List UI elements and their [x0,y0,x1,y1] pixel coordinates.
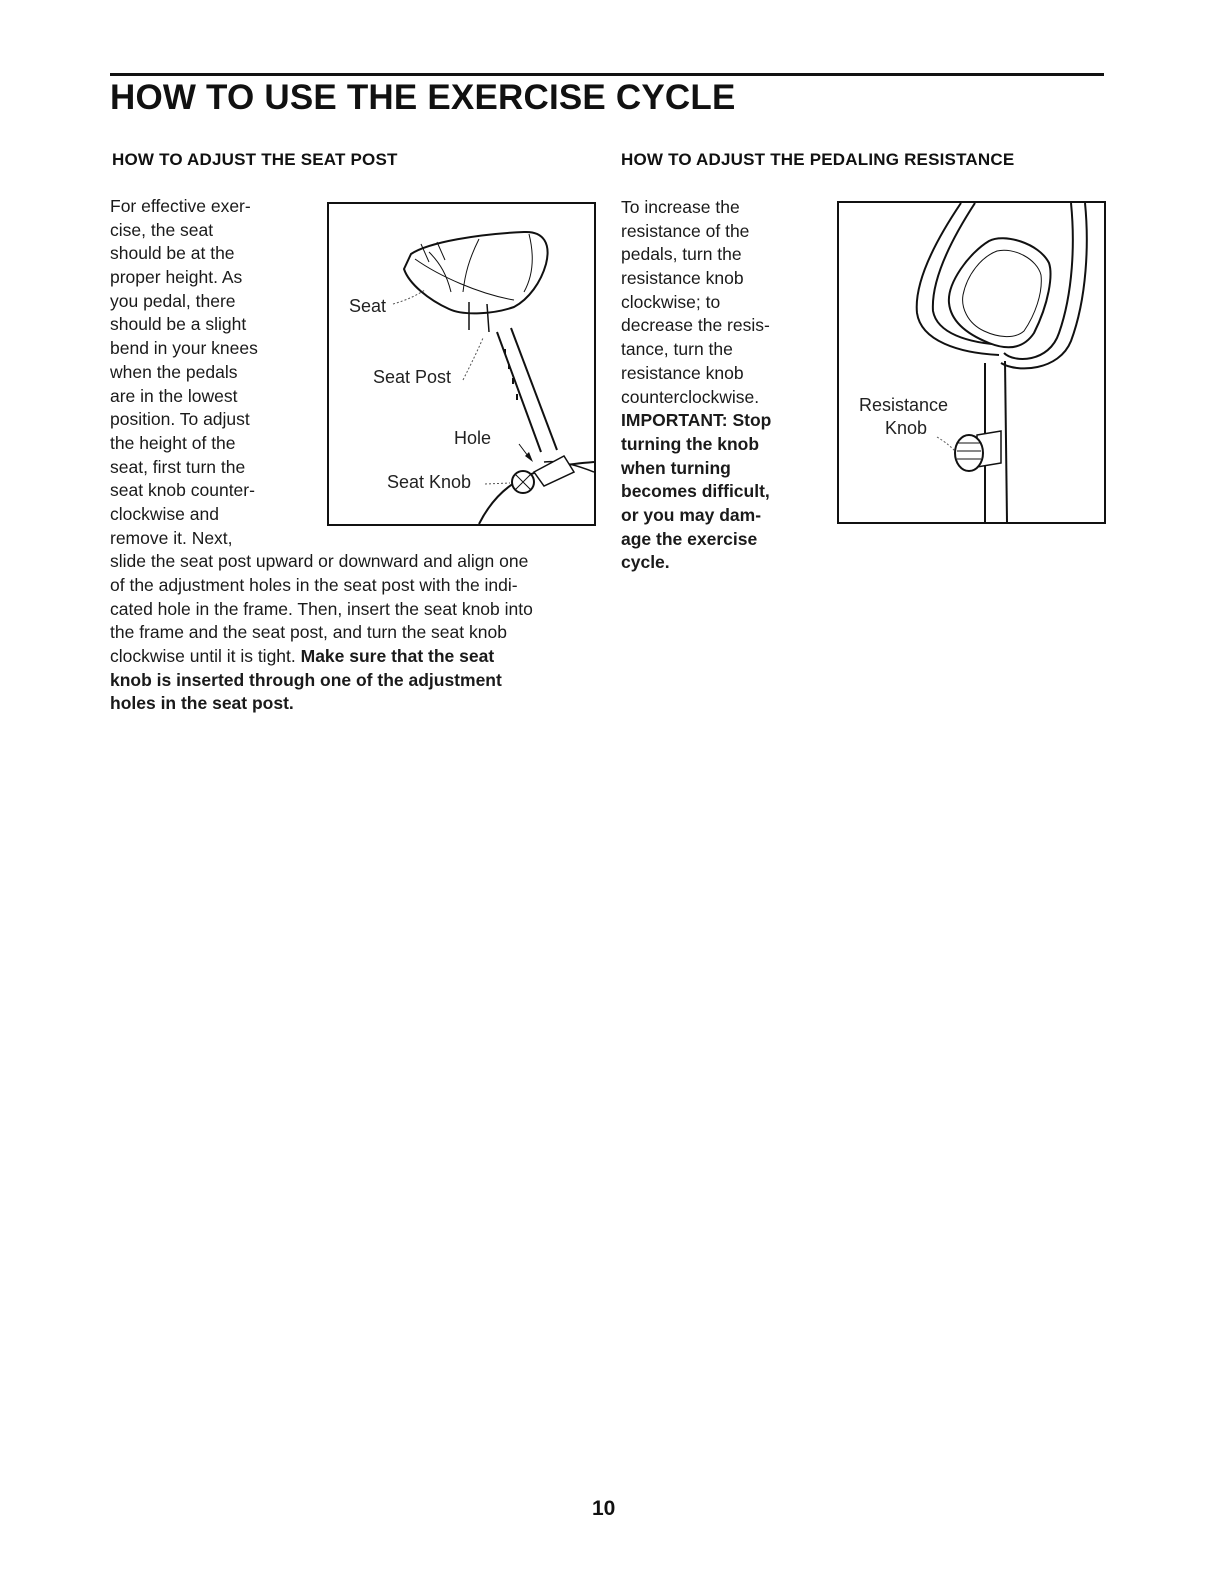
seat-post-line: For effective exer- [110,196,251,216]
knob-label: Knob [885,418,928,438]
seat-post-line: seat, first turn the [110,456,246,477]
resistance-line: resistance knob [621,362,744,383]
seat-post-line: you pedal, there [110,290,236,311]
seat-post-line: seat knob counter- [110,480,255,501]
resistance-warning-line: when turning [621,457,731,478]
resistance-warning-line: or you may dam- [621,504,762,525]
resistance-line: resistance of the [621,220,750,241]
page-number: 10 [592,1497,616,1520]
resistance-illustration [839,203,1104,522]
seat-post-line: the height of the [110,432,236,453]
seat-post-line: of the adjustment holes in the seat post with the indi- [110,575,518,595]
resistance-warning-line: age the exercise [621,528,758,549]
seat-post-line: are in the lowest [110,385,238,406]
seat-post-line: should be a slight [110,314,247,335]
page-title: HOW TO USE THE EXERCISE CYCLE [110,78,736,117]
seat-post-heading: HOW TO ADJUST THE SEAT POST [112,150,398,169]
title-rule [110,73,1104,76]
resistance-warning-line: cycle. [621,552,670,573]
resistance-line: resistance knob [621,268,744,289]
seat-post-line: slide the seat post upward or downward and align one [110,551,529,572]
resistance-line: counterclockwise. [621,386,760,407]
resistance-line: tance, turn the [621,339,733,360]
seat-post-mixed-normal: clockwise until it is tight. [110,646,301,667]
resistance-warning-line: IMPORTANT: Stop [621,410,772,431]
resistance-text [621,196,821,575]
resistance-warning-line: becomes difficult, [621,481,770,502]
resistance-line: To increase the [621,197,740,217]
resistance-label: Resistance [859,395,949,415]
resistance-line: pedals, turn the [621,244,742,265]
seat-post-label: Seat Post [373,367,452,387]
seat-post-line: when the pedals [110,361,238,382]
resistance-line: decrease the resis- [621,315,770,336]
seat-post-line: bend in your knees [110,338,258,359]
resistance-figure [837,201,1106,524]
seat-post-line: cise, the seat [110,219,214,240]
seat-label: Seat [349,296,387,316]
seat-post-mixed-line [110,645,600,669]
seat-post-line: proper height. As [110,267,243,288]
hole-label: Hole [454,428,492,448]
resistance-line: clockwise; to [621,291,721,312]
seat-knob-label: Seat Knob [387,472,472,492]
seat-post-mixed-bold: Make sure that the seat [300,646,495,667]
seat-post-line: should be at the [110,243,235,264]
resistance-warning-line: turning the knob [621,433,760,454]
resistance-heading: HOW TO ADJUST THE PEDALING RESISTANCE [621,150,1015,169]
seat-post-line: the frame and the seat post, and turn the seat knob [110,622,507,643]
seat-post-line: clockwise and [110,503,219,524]
seat-post-line: remove it. Next, [110,527,233,548]
seat-post-line: position. To adjust [110,409,250,430]
seat-post-bold-line: holes in the seat post. [110,693,294,714]
seat-post-figure [327,202,596,526]
seat-post-bold-line: knob is inserted through one of the adjustment [110,669,502,690]
seat-post-line: cated hole in the frame. Then, insert the seat knob into [110,598,533,619]
